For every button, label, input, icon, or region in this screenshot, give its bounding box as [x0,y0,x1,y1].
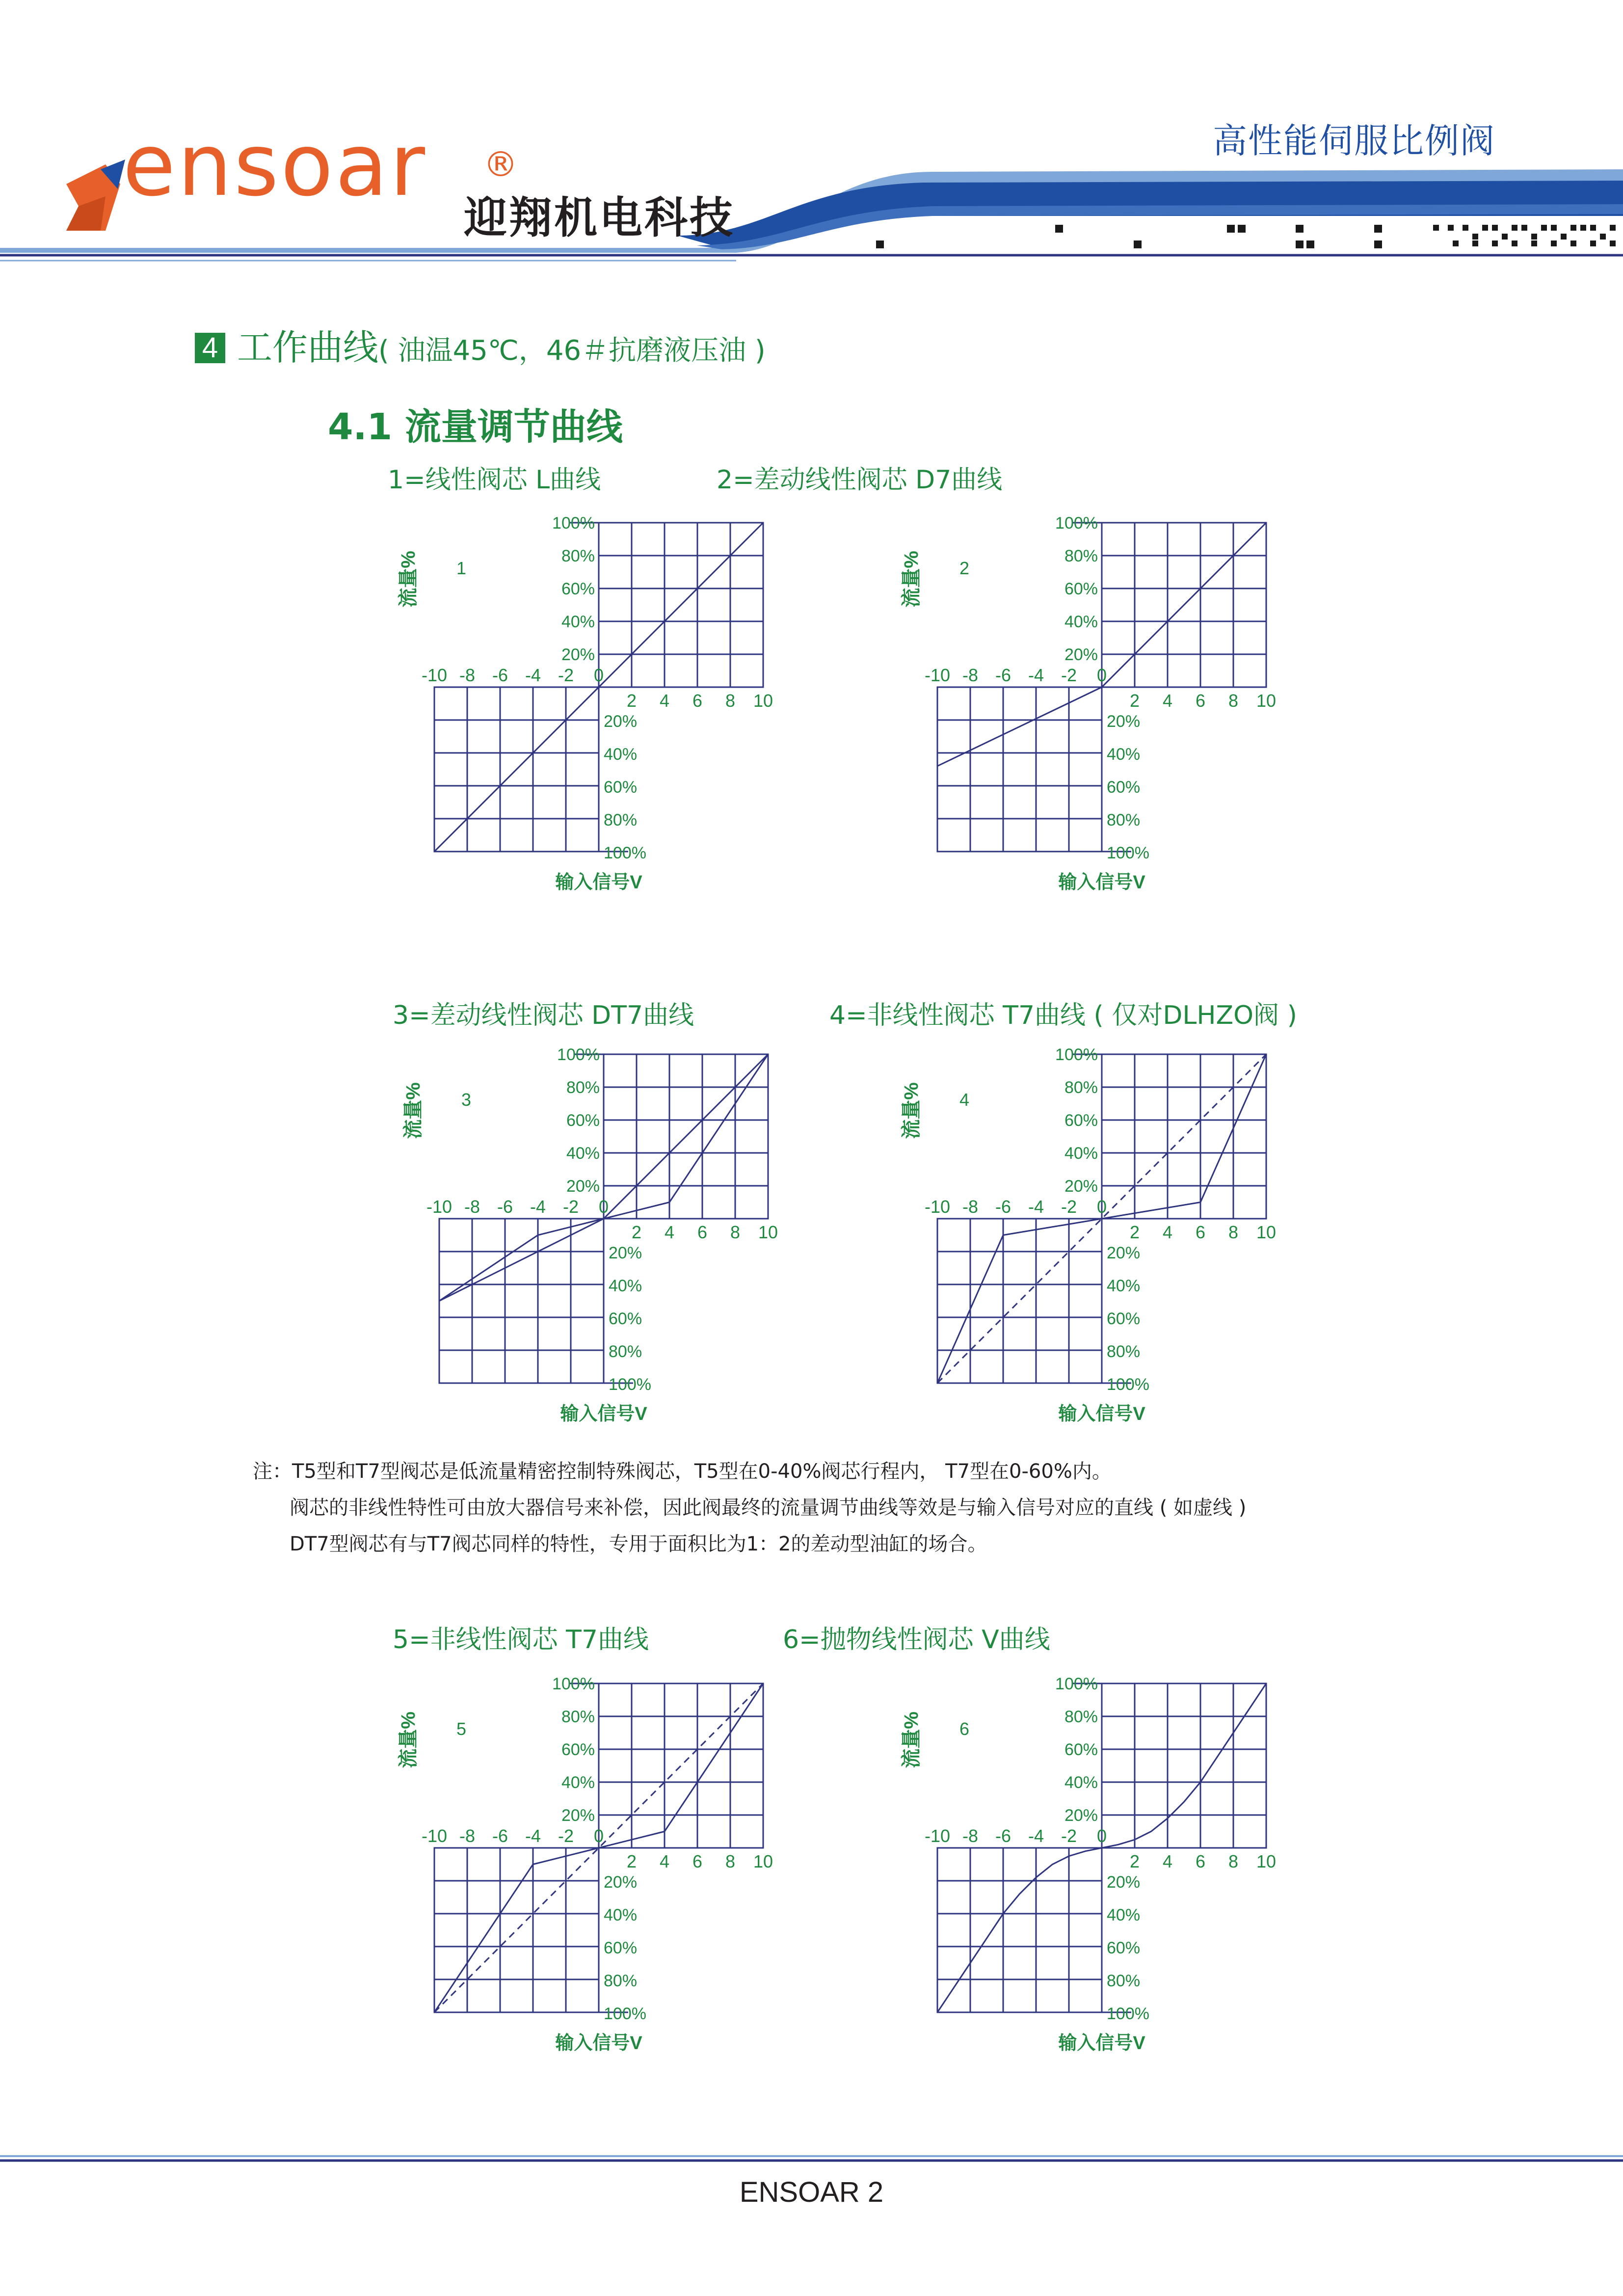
x-tick-label: -6 [995,665,1011,685]
x-tick-label: 2 [1129,1222,1140,1242]
y-tick-label-upper: 100% [1055,514,1098,533]
y-tick-label-lower: 100% [604,844,646,862]
x-tick-label: -6 [995,1826,1011,1846]
y-tick-label-upper: 100% [557,1045,600,1064]
x-tick-label: -4 [530,1197,546,1217]
section-number-badge: 4 [195,333,225,363]
chart-id-label: 6 [959,1719,970,1739]
y-tick-label-lower: 40% [1107,1906,1141,1924]
x-tick-label: -6 [492,665,508,685]
x-tick-label: -10 [924,1826,951,1846]
product-title: 高性能伺服比例阀 [1213,121,1495,161]
section-title-main: 工作曲线 [237,327,379,368]
x-tick-label: -10 [421,1826,448,1846]
chart-title-5: 5=非线性阀芯 T7曲线 [393,1625,649,1655]
y-tick-label-upper: 40% [1064,1144,1098,1163]
x-tick-label: 4 [1162,1851,1173,1871]
x-tick-label: 6 [1195,1851,1206,1871]
y-tick-label-lower: 20% [609,1244,642,1262]
x-tick-label: 8 [725,691,736,711]
note-line-2: 阀芯的非线性特性可由放大器信号来补偿，因此阀最终的流量调节曲线等效是与输入信号对应的直线 ( 如虚线 ) [290,1496,1247,1519]
y-tick-label-upper: 20% [1064,1177,1098,1196]
x-axis-label: 输入信号V [1058,2033,1145,2054]
y-tick-label-lower: 100% [604,2004,646,2023]
chart-4 [901,1045,1308,1444]
x-tick-label: -6 [995,1197,1011,1217]
x-tick-label: -10 [924,1197,951,1217]
x-tick-label: -10 [421,665,448,685]
grid-quadrant-lower [937,1848,1102,2012]
grid-quadrant-lower [937,1219,1102,1383]
y-axis-label: 流量% [398,1711,419,1768]
x-tick-label: -2 [558,1826,574,1846]
y-tick-label-lower: 80% [1107,811,1141,829]
y-tick-label-upper: 60% [566,1111,600,1130]
y-tick-label-upper: 100% [1055,1675,1098,1693]
header-pixel-dots [876,225,1616,248]
y-tick-label-upper: 80% [1064,1078,1098,1097]
y-tick-label-upper: 80% [561,1708,595,1726]
y-tick-label-upper: 40% [1064,613,1098,631]
x-tick-label: -8 [962,665,979,685]
y-tick-label-lower: 40% [1107,1277,1141,1295]
y-tick-label-lower: 40% [609,1277,642,1295]
y-axis-label: 流量% [901,1082,922,1139]
chart-title-2: 2=差动线性阀芯 D7曲线 [717,465,1003,495]
y-tick-label-lower: 80% [604,1972,638,1990]
y-tick-label-upper: 100% [1055,1045,1098,1064]
x-axis-label: 输入信号V [555,872,642,893]
note-line-3: DT7型阀芯有与T7阀芯同样的特性，专用于面积比为1：2的差动型油缸的场合。 [290,1533,987,1555]
x-tick-label: 2 [631,1222,642,1242]
x-axis-label: 输入信号V [560,1404,647,1424]
x-tick-label: 10 [1256,1851,1277,1871]
x-axis-label: 输入信号V [1058,1404,1145,1424]
chart-title-3: 3=差动线性阀芯 DT7曲线 [393,1001,694,1030]
x-tick-label: 10 [753,691,773,711]
x-tick-label: 6 [1195,1222,1206,1242]
x-tick-label: -2 [562,1197,579,1217]
chart-id-label: 2 [959,558,970,578]
y-tick-label-upper: 100% [552,514,595,533]
chart-id-label: 5 [456,1719,467,1739]
subsection-title: 4.1 流量调节曲线 [328,406,623,448]
x-tick-label: 0 [1096,1197,1107,1217]
x-tick-label: 6 [692,1851,703,1871]
y-tick-label-upper: 80% [1064,1708,1098,1726]
chart-title-4: 4=非线性阀芯 T7曲线 ( 仅对DLHZO阀 ) [829,1001,1297,1030]
x-tick-label: 8 [1228,1851,1239,1871]
x-tick-label: 8 [1228,1222,1239,1242]
y-tick-label-lower: 20% [1107,712,1141,731]
x-tick-label: 0 [598,1197,609,1217]
chart-title-1: 1=线性阀芯 L曲线 [388,465,601,495]
x-tick-label: 10 [1256,691,1277,711]
y-tick-label-lower: 80% [609,1342,642,1361]
x-tick-label: -8 [459,1826,476,1846]
x-tick-label: -8 [962,1826,979,1846]
x-tick-label: 2 [1129,691,1140,711]
x-tick-label: -4 [525,1826,541,1846]
grid-quadrant-lower [937,687,1102,852]
y-tick-label-upper: 40% [561,1773,595,1792]
x-tick-label: -8 [464,1197,480,1217]
y-tick-label-lower: 100% [1107,844,1149,862]
y-tick-label-upper: 20% [561,1806,595,1825]
y-tick-label-upper: 80% [561,547,595,565]
x-tick-label: 2 [626,1851,637,1871]
x-tick-label: 10 [758,1222,778,1242]
y-tick-label-upper: 60% [1064,1111,1098,1130]
x-tick-label: 4 [1162,691,1173,711]
y-tick-label-upper: 40% [1064,1773,1098,1792]
x-tick-label: 6 [1195,691,1206,711]
x-tick-label: 8 [730,1222,741,1242]
y-tick-label-lower: 100% [1107,1375,1149,1394]
x-tick-label: -2 [1061,1826,1077,1846]
x-tick-label: 10 [753,1851,773,1871]
chart-id-label: 4 [959,1090,970,1110]
x-tick-label: 2 [626,691,637,711]
y-tick-label-lower: 40% [604,745,638,764]
y-axis-label: 流量% [402,1082,424,1139]
x-axis-label: 输入信号V [555,2033,642,2054]
y-tick-label-lower: 60% [604,1939,638,1957]
y-axis-label: 流量% [398,551,419,608]
y-axis-label: 流量% [901,551,922,608]
y-tick-label-upper: 20% [1064,645,1098,664]
y-tick-label-lower: 60% [1107,1939,1141,1957]
grid-quadrant-lower [439,1219,604,1383]
y-tick-label-lower: 20% [604,712,638,731]
x-tick-label: 4 [659,1851,670,1871]
grid-quadrant-upper [1102,1683,1266,1848]
y-tick-label-upper: 60% [561,1740,595,1759]
x-tick-label: -10 [426,1197,452,1217]
x-tick-label: -2 [1061,1197,1077,1217]
x-tick-label: 4 [659,691,670,711]
x-tick-label: 2 [1129,1851,1140,1871]
x-tick-label: -4 [1028,1826,1044,1846]
x-tick-label: 6 [692,691,703,711]
y-axis-label: 流量% [901,1711,922,1768]
chart-5 [398,1675,805,2074]
chart-title-6: 6=抛物线性阀芯 V曲线 [783,1625,1050,1655]
chart-id-label: 3 [461,1090,472,1110]
y-tick-label-upper: 20% [561,645,595,664]
x-tick-label: 8 [1228,691,1239,711]
x-axis-label: 输入信号V [1058,872,1145,893]
x-tick-label: -6 [492,1826,508,1846]
x-tick-label: 4 [1162,1222,1173,1242]
y-tick-label-lower: 20% [1107,1873,1141,1892]
y-tick-label-upper: 80% [566,1078,600,1097]
logo-text: ensoar [123,116,427,215]
x-tick-label: -10 [924,665,951,685]
x-tick-label: 8 [725,1851,736,1871]
y-tick-label-lower: 20% [1107,1244,1141,1262]
y-tick-label-lower: 80% [1107,1342,1141,1361]
x-tick-label: -8 [459,665,476,685]
y-tick-label-upper: 60% [1064,580,1098,598]
y-tick-label-lower: 60% [1107,1309,1141,1328]
logo-registered-mark: ® [483,144,518,185]
y-tick-label-lower: 100% [609,1375,651,1394]
x-tick-label: -4 [1028,665,1044,685]
x-tick-label: 4 [664,1222,675,1242]
y-tick-label-lower: 40% [1107,745,1141,764]
section-title-note: ( 油温45℃，46＃抗磨液压油 ) [378,335,766,367]
x-tick-label: 0 [1096,1826,1107,1846]
x-tick-label: -8 [962,1197,979,1217]
chart-3 [402,1045,810,1444]
x-tick-label: 6 [697,1222,708,1242]
y-tick-label-lower: 80% [604,811,638,829]
y-tick-label-lower: 40% [604,1906,638,1924]
logo-mark-icon [66,160,125,231]
y-tick-label-lower: 60% [604,778,638,797]
y-tick-label-upper: 20% [566,1177,600,1196]
y-tick-label-upper: 80% [1064,547,1098,565]
y-tick-label-lower: 20% [604,1873,638,1892]
footer-rule [0,2155,1623,2164]
section-title [237,327,766,368]
y-tick-label-upper: 100% [552,1675,595,1693]
y-tick-label-upper: 20% [1064,1806,1098,1825]
x-tick-label: -2 [558,665,574,685]
y-tick-label-upper: 40% [566,1144,600,1163]
y-tick-label-lower: 60% [1107,778,1141,797]
y-tick-label-upper: 60% [561,580,595,598]
x-tick-label: 0 [593,665,604,685]
x-tick-label: 0 [593,1826,604,1846]
y-tick-label-lower: 80% [1107,1972,1141,1990]
x-tick-label: -2 [1061,665,1077,685]
x-tick-label: 10 [1256,1222,1277,1242]
y-tick-label-lower: 100% [1107,2004,1149,2023]
chart-id-label: 1 [456,558,467,578]
x-tick-label: 0 [1096,665,1107,685]
x-tick-label: -6 [497,1197,513,1217]
x-tick-label: -4 [525,665,541,685]
y-tick-label-upper: 60% [1064,1740,1098,1759]
x-tick-label: -4 [1028,1197,1044,1217]
grid-quadrant-lower [434,1848,599,2012]
note-line-1: 注：T5型和T7型阀芯是低流量精密控制特殊阀芯，T5型在0-40%阀芯行程内， T7型在0-60%内。 [253,1460,1112,1483]
chart-2 [901,514,1308,913]
page-footer: ENSOAR 2 [739,2176,884,2208]
y-tick-label-lower: 60% [609,1309,642,1328]
chart-6 [901,1675,1308,2074]
chart-1 [398,514,805,913]
logo-chinese-name: 迎翔机电科技 [464,192,735,243]
y-tick-label-upper: 40% [561,613,595,631]
